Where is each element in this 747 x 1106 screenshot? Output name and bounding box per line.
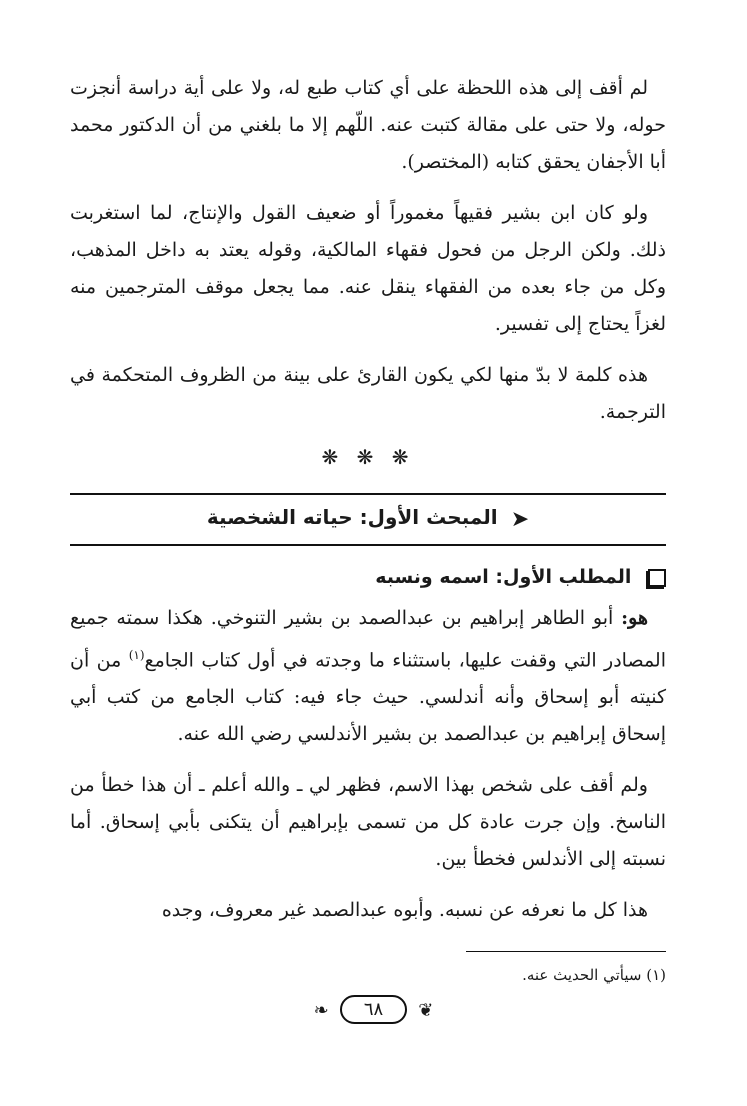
body-paragraph-1	[70, 600, 666, 753]
square-bullet-icon	[648, 569, 666, 587]
body-paragraph-2: ولم أقف على شخص بهذا الاسم، فظهر لي ـ والله أعلم ـ أن هذا خطأ من الناسخ. وإن جرت عادة كل من تسمى بإبراهيم أن يتكنى بأبي إسحاق. أما نسبته إلى الأندلس فخطأ بين.	[70, 774, 666, 871]
section-heading-box	[70, 493, 666, 546]
page-content	[70, 70, 666, 986]
page-number: ٦٨	[340, 995, 407, 1024]
page-number-area	[0, 995, 747, 1024]
subsection-title: المطلب الأول: اسمه ونسبه	[375, 566, 632, 588]
intro-paragraph-2: ولو كان ابن بشير فقيهاً مغموراً أو ضعيف القول والإنتاج، لما استغربت ذلك. ولكن الرجل من فحول فقهاء المالكية، وقوله يعتد به داخل المذهب، وكل من جاء بعده من الفقهاء ينقل عنه. مما يجعل موقف المترجمين منه لغزاً يحتاج إلى تفسير.	[70, 202, 666, 335]
body-paragraph-lead: هو:	[621, 607, 648, 629]
footnote-reference[interactable]: (١)	[128, 648, 145, 662]
ornament-right-icon: ❦	[418, 1000, 434, 1021]
body-paragraph-3: هذا كل ما نعرفه عن نسبه. وأبوه عبدالصمد غير معروف، وجده	[161, 899, 648, 922]
separator-stars: ❋ ❋ ❋	[321, 445, 415, 469]
arrow-left-icon: ➤	[510, 507, 530, 532]
body-paragraph-text-b: من أن كنيته أبو إسحاق وأنه أندلسي. حيث جاء فيه: كتاب الجامع من كتب أبي إسحاق إبراهيم بن عبدالصمد بن بشير الأندلسي رضي الله عنه.	[70, 649, 666, 746]
subsection-heading	[70, 566, 666, 588]
body-paragraph-text-a: أبو الطاهر إبراهيم بن عبدالصمد بن بشير التنوخي. هكذا سمته جميع المصادر التي وقفت عليها، باستثناء ما وجدته في أول كتاب الجامع	[70, 607, 666, 672]
section-title: المبحث الأول: حياته الشخصية	[206, 505, 498, 529]
footnote-divider	[466, 951, 666, 952]
intro-paragraph-3: هذه كلمة لا بدّ منها لكي يكون القارئ على بينة من الظروف المتحكمة في الترجمة.	[70, 364, 666, 423]
ornament-left-icon: ❧	[313, 1000, 329, 1021]
intro-paragraph-1: لم أقف إلى هذه اللحظة على أي كتاب طبع له، ولا على أية دراسة أنجزت حوله، ولا حتى على مقالة كتبت عنه. اللّهم إلا ما بلغني من أن الدكتور محمد أبا الأجفان يحقق كتابه (المختصر).	[70, 77, 666, 173]
footnote: (١) سيأتي الحديث عنه.	[522, 966, 666, 985]
